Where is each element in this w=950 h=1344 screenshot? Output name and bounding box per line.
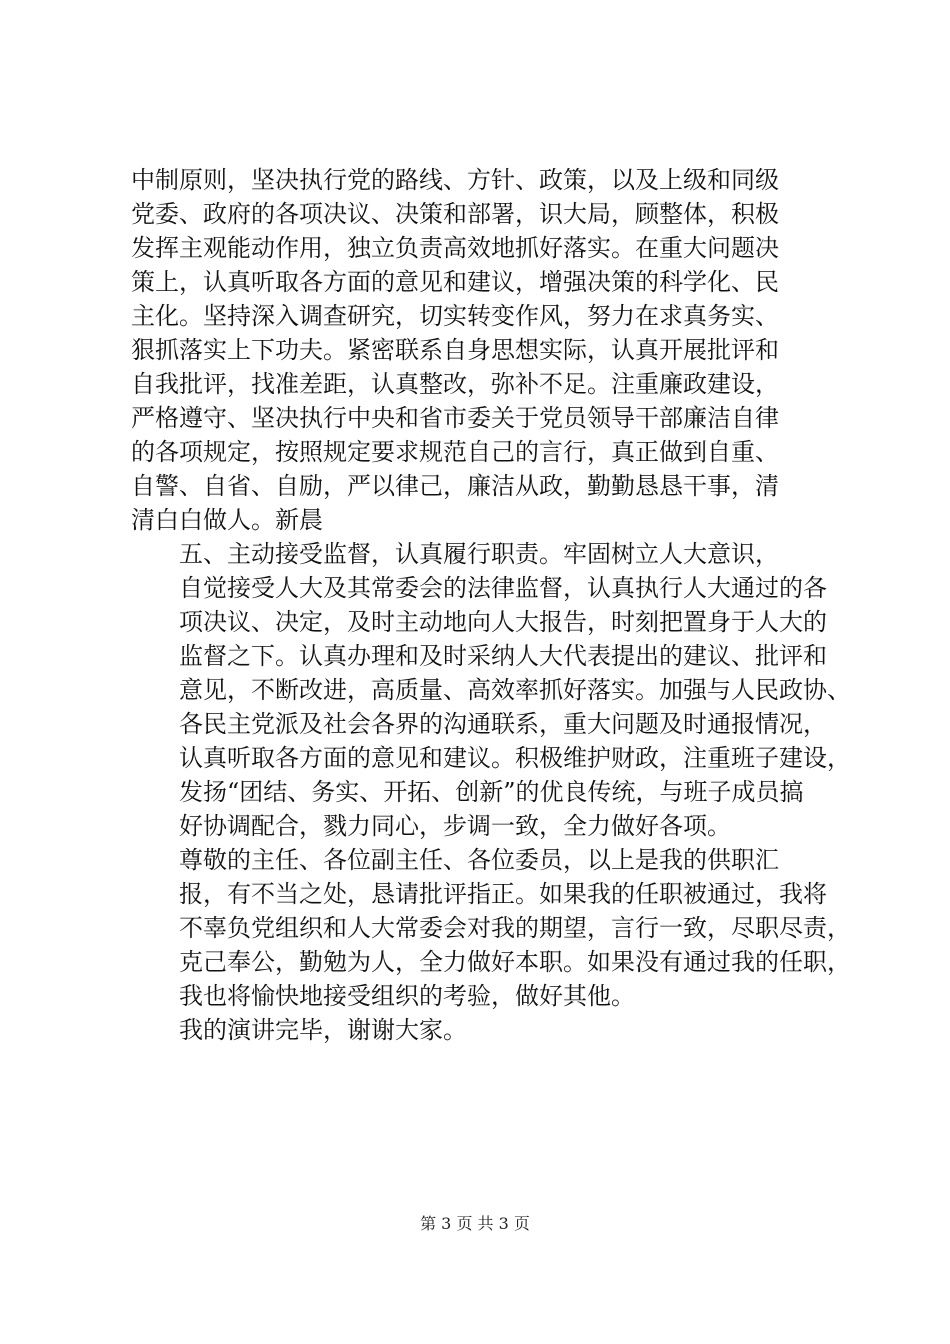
body-paragraph (131, 843, 866, 1013)
text-line: 主化。坚持深入调查研究，切实转变作风，努力在求真务实、 (131, 302, 779, 330)
body-paragraph (131, 537, 866, 843)
text-line: 项决议、决定，及时主动地向人大报告，时刻把置身于人大的 (179, 608, 827, 636)
page-footer: 第 3 页 共 3 页 (420, 1214, 530, 1233)
text-line: 狠抓落实上下功夫。紧密联系自身思想实际，认真开展批评和 (131, 336, 779, 364)
text-line: 监督之下。认真办理和及时采纳人大代表提出的建议、批评和 (179, 642, 827, 670)
text-line: 克己奉公，勤勉为人，全力做好本职。如果没有通过我的任职， (179, 948, 851, 976)
text-line: 中制原则，坚决执行党的路线、方针、政策，以及上级和同级 (131, 166, 779, 194)
body-paragraph (131, 1013, 866, 1047)
text-line: 不辜负党组织和人大常委会对我的期望，言行一致，尽职尽责， (179, 914, 851, 942)
text-line: 严格遵守、坚决执行中央和省市委关于党员领导干部廉洁自律 (131, 404, 779, 432)
text-line: 自我批评，找准差距，认真整改，弥补不足。注重廉政建设， (131, 370, 779, 398)
text-line: 清白白做人。新晨 (131, 506, 323, 534)
text-line: 五、主动接受监督，认真履行职责。牢固树立人大意识， (179, 540, 779, 568)
document-body (131, 163, 866, 1047)
text-line: 好协调配合，戮力同心，步调一致，全力做好各项。 (179, 812, 731, 840)
text-line: 发扬“团结、务实、开拓、创新”的优良传统，与班子成员搞 (179, 778, 804, 806)
text-line: 我也将愉快地接受组织的考验，做好其他。 (179, 982, 635, 1010)
text-line: 认真听取各方面的意见和建议。积极维护财政，注重班子建设， (179, 744, 851, 772)
text-line: 自觉接受人大及其常委会的法律监督，认真执行人大通过的各 (179, 574, 827, 602)
text-line: 的各项规定，按照规定要求规范自己的言行，真正做到自重、 (131, 438, 779, 466)
body-paragraph (131, 163, 866, 537)
text-line: 党委、政府的各项决议、决策和部署，识大局，顾整体，积极 (131, 200, 779, 228)
text-line: 发挥主观能动作用，独立负责高效地抓好落实。在重大问题决 (131, 234, 779, 262)
text-line: 报，有不当之处，恳请批评指正。如果我的任职被通过，我将 (179, 880, 827, 908)
text-line: 尊敬的主任、各位副主任、各位委员，以上是我的供职汇 (179, 846, 779, 874)
text-line: 我的演讲完毕，谢谢大家。 (179, 1016, 467, 1044)
text-line: 各民主党派及社会各界的沟通联系，重大问题及时通报情况， (179, 710, 827, 738)
text-line: 策上，认真听取各方面的意见和建议，增强决策的科学化、民 (131, 268, 779, 296)
text-line: 自警、自省、自励，严以律己，廉洁从政，勤勤恳恳干事，清 (131, 472, 779, 500)
text-line: 意见，不断改进，高质量、高效率抓好落实。加强与人民政协、 (179, 676, 851, 704)
